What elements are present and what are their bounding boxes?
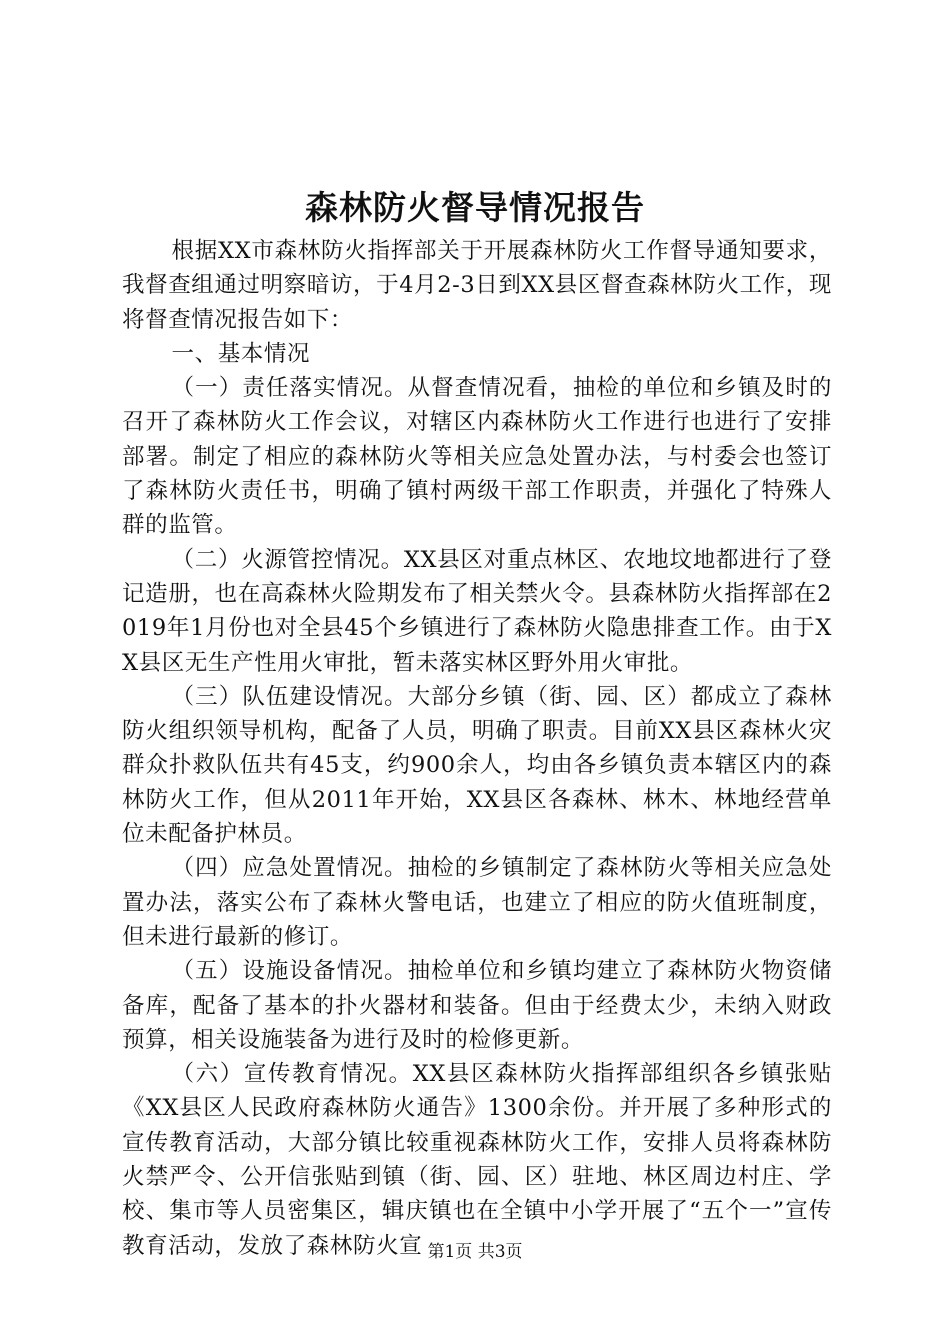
paragraph-team-building: （三）队伍建设情况。大部分乡镇（街、园、区）都成立了森林防火组织领导机构，配备了人员，明确了职责。目前XX县区森林火灾群众扑救队伍共有45支，约900余人，均由各乡镇负责本辖区内的森林防火工作，但从2011年开始，XX县区各森林、林木、林地经营单位未配备护林员。 — [122, 683, 832, 848]
section-heading-basic: 一、基本情况 — [171, 340, 311, 367]
paragraph-fire-source: （二）火源管控情况。XX县区对重点林区、农地坟地都进行了登记造册，也在高森林火险期发布了相关禁火令。县森林防火指挥部在2019年1月份也对全县45个乡镇进行了森林防火隐患排查工作。由于XX县区无生产性用火审批，暂未落实林区野外用火审批。 — [122, 546, 832, 676]
paragraph-responsibility: （一）责任落实情况。从督查情况看，抽检的单位和乡镇及时的召开了森林防火工作会议，对辖区内森林防火工作进行也进行了安排部署。制定了相应的森林防火等相关应急处置办法，与村委会也签订了森林防火责任书，明确了镇村两级干部工作职责，并强化了特殊人群的监管。 — [122, 375, 832, 539]
document-title: 森林防火督导情况报告 — [305, 188, 645, 227]
paragraph-facilities: （五）设施设备情况。抽检单位和乡镇均建立了森林防火物资储备库，配备了基本的扑火器材和装备。但由于经费太少，未纳入财政预算，相关设施装备为进行及时的检修更新。 — [122, 958, 832, 1053]
intro-paragraph: 根据XX市森林防火指挥部关于开展森林防火工作督导通知要求，我督查组通过明察暗访，于4月2-3日到XX县区督查森林防火工作，现将督查情况报告如下： — [122, 238, 832, 333]
paragraph-emergency: （四）应急处置情况。抽检的乡镇制定了森林防火等相关应急处置办法，落实公布了森林火警电话，也建立了相应的防火值班制度，但未进行最新的修订。 — [122, 855, 832, 950]
document-body — [122, 234, 832, 1263]
page-footer: 第1页 共3页 — [427, 1242, 523, 1262]
paragraph-publicity: （六）宣传教育情况。XX县区森林防火指挥部组织各乡镇张贴《XX县区人民政府森林防火通告》1300余份。并开展了多种形式的宣传教育活动，大部分镇比较重视森林防火工作，安排人员将森林防火禁严令、公开信张贴到镇（街、园、区）驻地、林区周边村庄、学校、集市等人员密集区，辑庆镇也在全镇中小学开展了“五个一”宣传教育活动，发放了森林防火宣 — [122, 1061, 832, 1259]
